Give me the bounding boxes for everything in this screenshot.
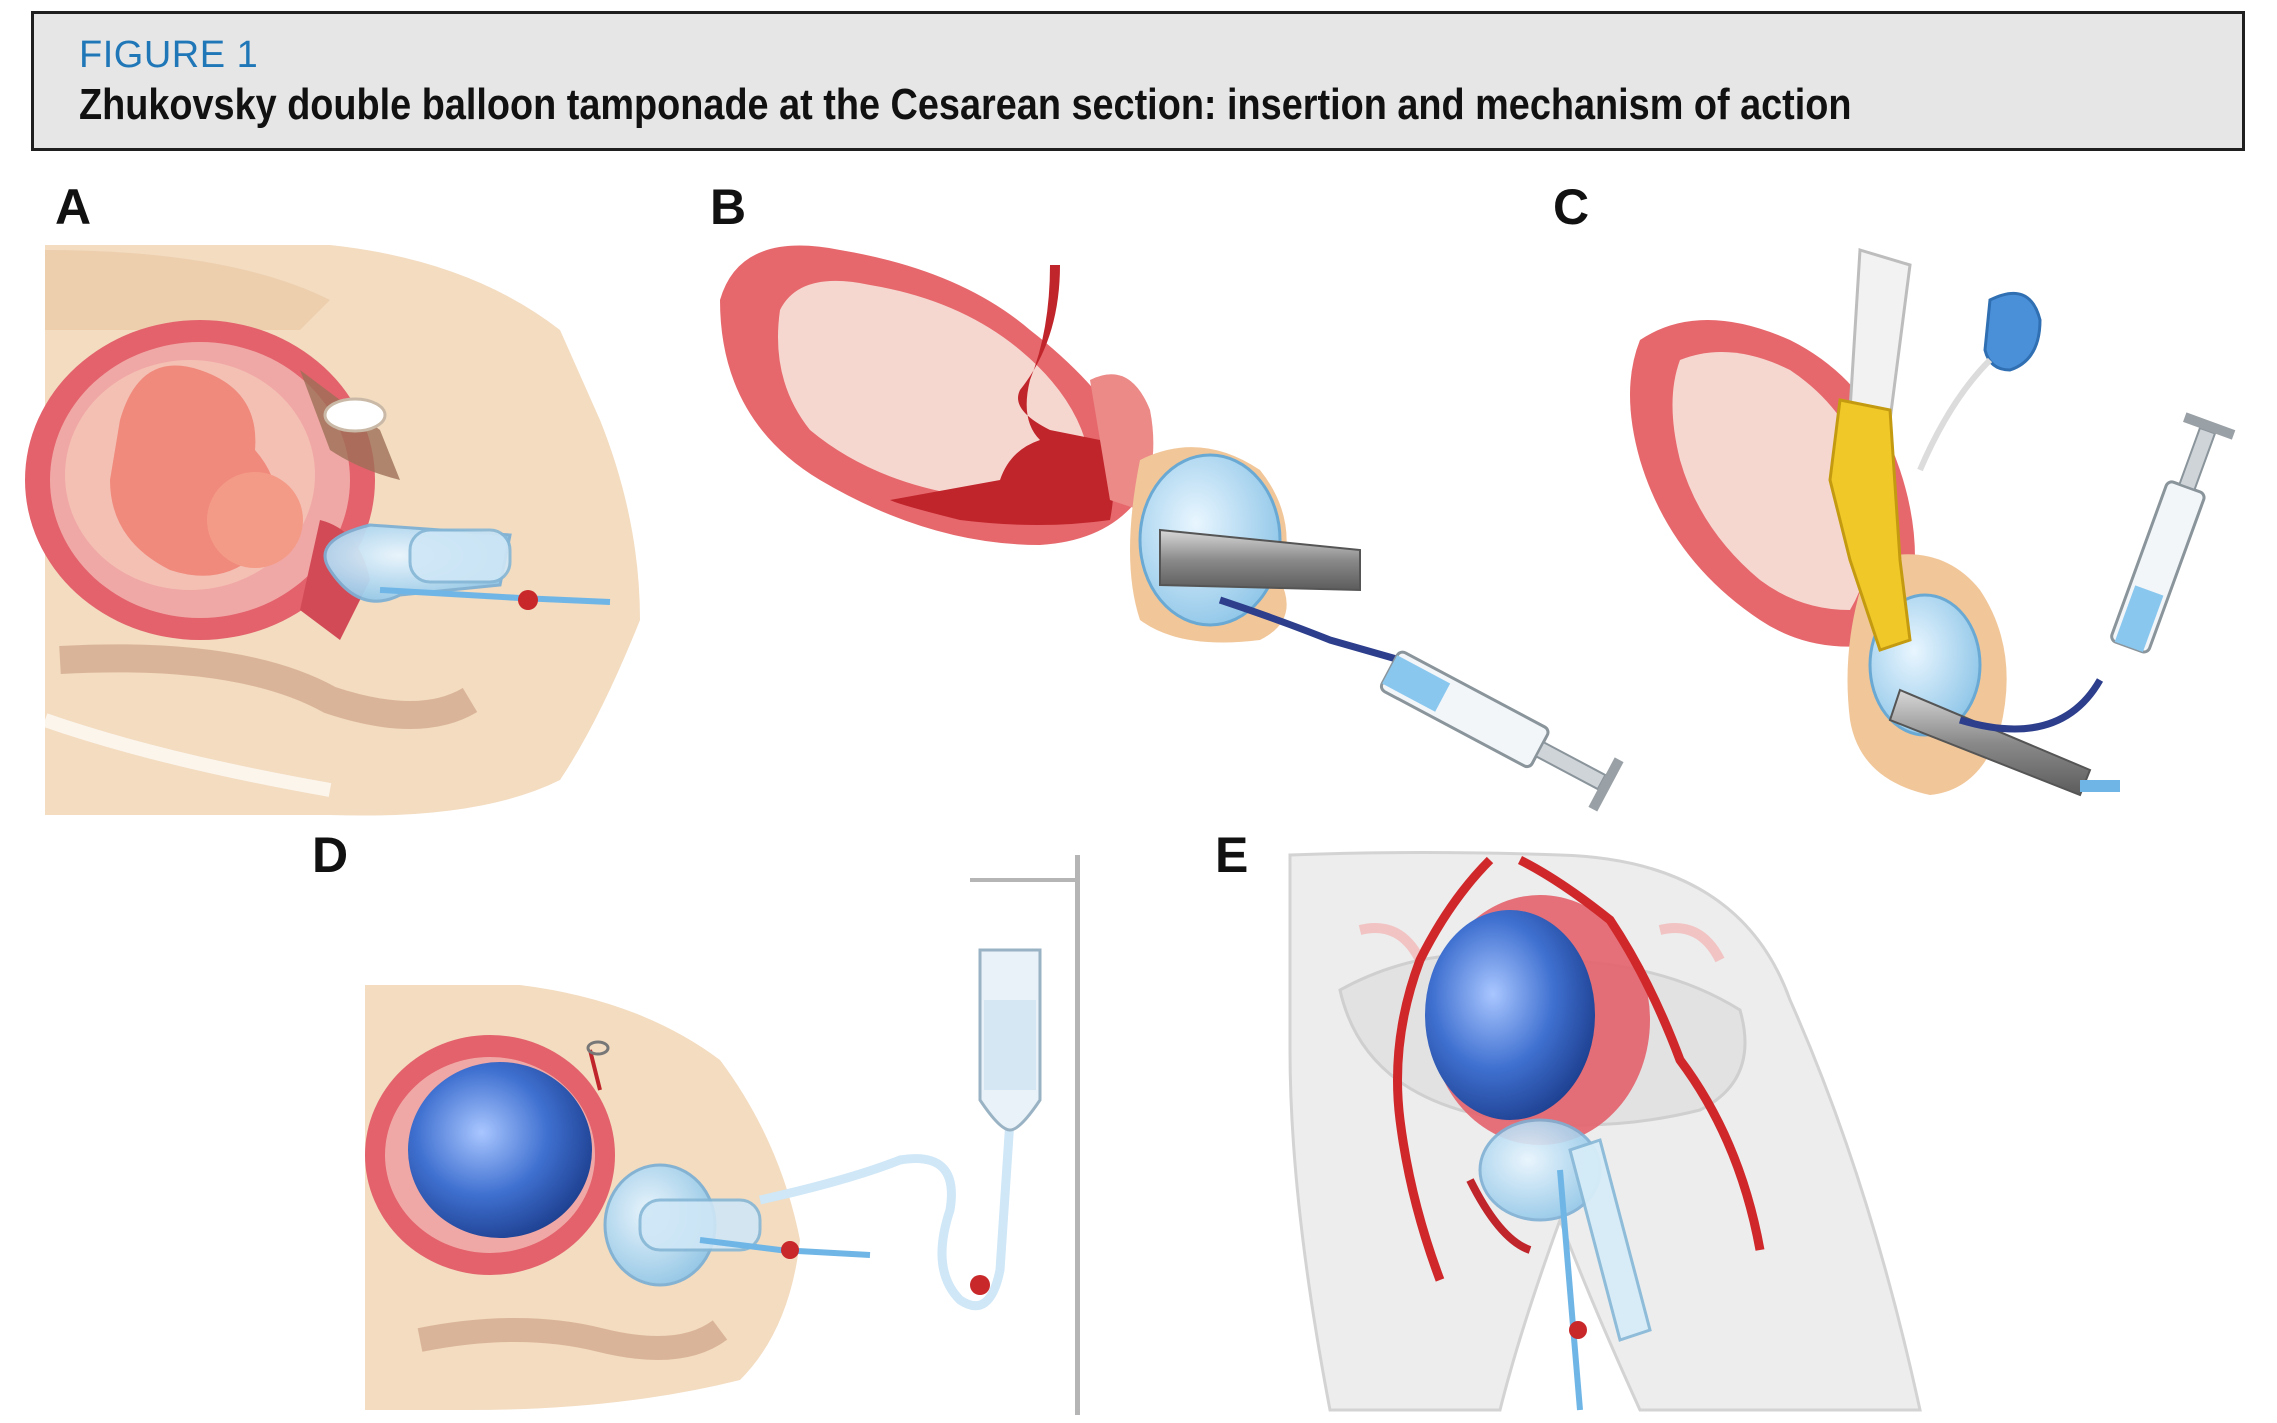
panel-b-illustration <box>720 246 1624 812</box>
panel-label-a: A <box>55 179 92 235</box>
panel-label-b: B <box>710 179 747 235</box>
iv-pole <box>1075 855 1080 1415</box>
panel-label-c: C <box>1553 179 1590 235</box>
panel-d-illustration <box>365 855 1080 1415</box>
figure-number: FIGURE 1 <box>79 34 259 76</box>
figure-title: Zhukovsky double balloon tamponade at the Cesarean section: insertion and mechanism of action <box>79 80 1852 129</box>
syringe-icon <box>2104 412 2235 655</box>
panel-c-illustration <box>1630 250 2235 795</box>
panel-label-d: D <box>312 827 349 883</box>
uterine-balloon <box>408 1062 592 1238</box>
syringe-icon <box>1377 645 1624 812</box>
panel-label-e: E <box>1215 827 1249 883</box>
panel-e-illustration <box>1290 853 1920 1411</box>
uterine-balloon <box>1425 910 1595 1120</box>
bulb-icon <box>1985 293 2040 370</box>
panel-a-illustration <box>25 245 640 816</box>
glove-icon <box>1850 250 1910 420</box>
